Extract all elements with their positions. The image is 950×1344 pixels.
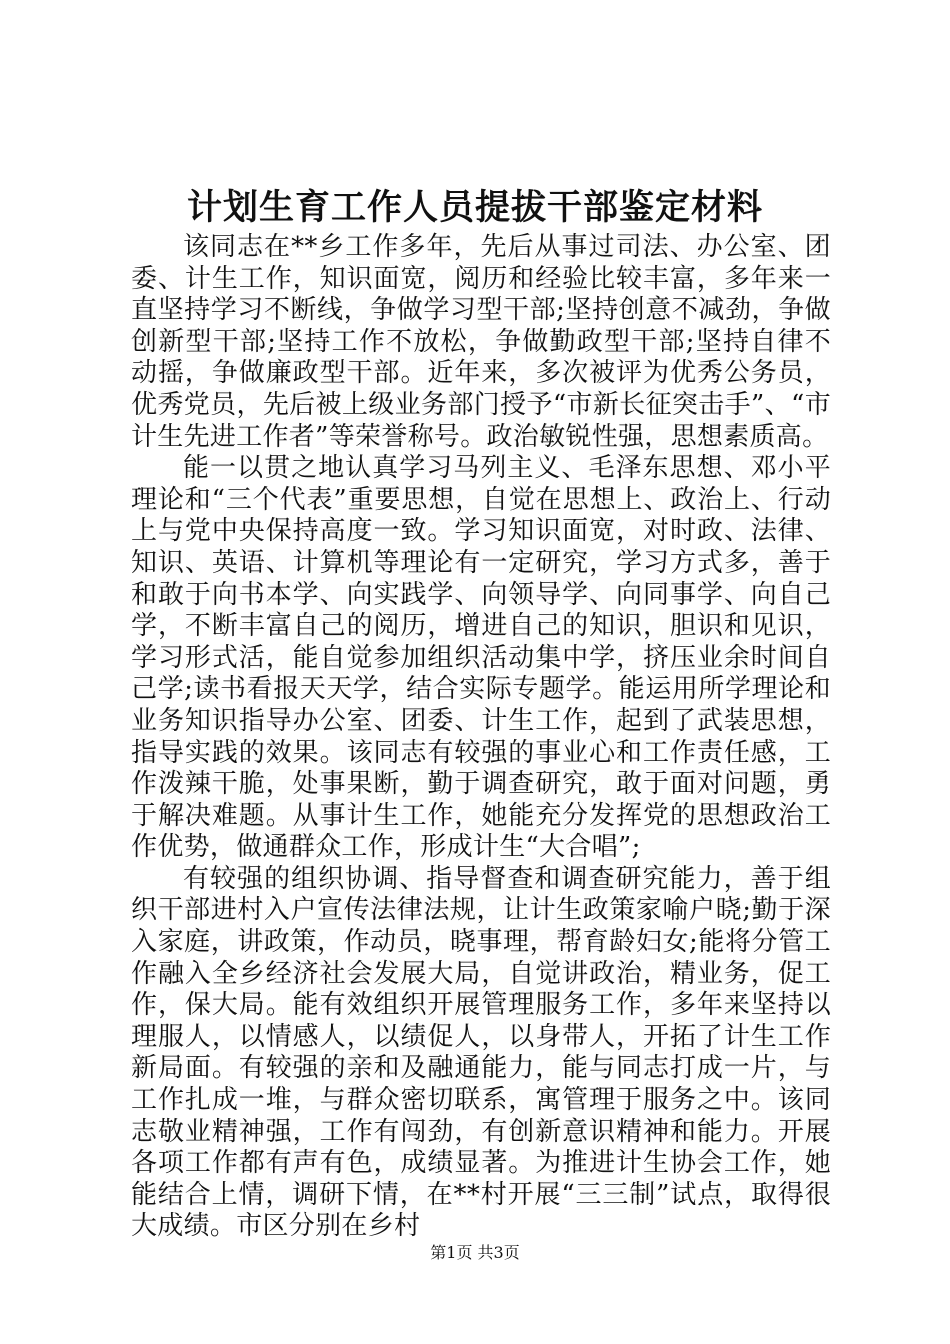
page-number-footer: 第1页 共3页 [430, 1243, 520, 1262]
document-body [131, 232, 831, 1243]
document-title: 计划生育工作人员提拔干部鉴定材料 [186, 187, 763, 228]
paragraph: 该同志在**乡工作多年，先后从事过司法、办公室、团委、计生工作，知识面宽，阅历和经验比较丰富，多年来一直坚持学习不断线，争做学习型干部;坚持创意不减劲，争做创新型干部;坚持工作不放松，争做勤政型干部;坚持自律不动摇，争做廉政型干部。近年来，多次被评为优秀公务员，优秀党员，先后被上级业务部门授予“市新长征突击手”、“市计生先进工作者”等荣誉称号。政治敏锐性强，思想素质高。 [131, 232, 831, 452]
paragraph: 有较强的组织协调、指导督查和调查研究能力，善于组织干部进村入户宣传法律法规，让计生政策家喻户晓;勤于深入家庭，讲政策，作动员，晓事理，帮育龄妇女;能将分管工作融入全乡经济社会发展大局，自觉讲政治，精业务，促工作，保大局。能有效组织开展管理服务工作，多年来坚持以理服人，以情感人，以绩促人，以身带人，开拓了计生工作新局面。有较强的亲和及融通能力，能与同志打成一片，与工作扎成一堆，与群众密切联系，寓管理于服务之中。该同志敬业精神强，工作有闯劲，有创新意识精神和能力。开展各项工作都有声有色，成绩显著。为推进计生协会工作，她能结合上情，调研下情，在**村开展“三三制”试点，取得很大成绩。市区分别在乡村 [131, 863, 831, 1242]
paragraph: 能一以贯之地认真学习马列主义、毛泽东思想、邓小平理论和“三个代表”重要思想，自觉在思想上、政治上、行动上与党中央保持高度一致。学习知识面宽，对时政、法律、知识、英语、计算机等理论有一定研究，学习方式多，善于和敢于向书本学、向实践学、向领导学、向同事学、向自己学，不断丰富自己的阅历，增进自己的知识，胆识和见识，学习形式活，能自觉参加组织活动集中学，挤压业余时间自己学;读书看报天天学，结合实际专题学。能运用所学理论和业务知识指导办公室、团委、计生工作，起到了武装思想，指导实践的效果。该同志有较强的事业心和工作责任感，工作泼辣干脆，处事果断，勤于调查研究，敢于面对问题，勇于解决难题。从事计生工作，她能充分发挥党的思想政治工作优势，做通群众工作，形成计生“大合唱”; [131, 453, 831, 863]
